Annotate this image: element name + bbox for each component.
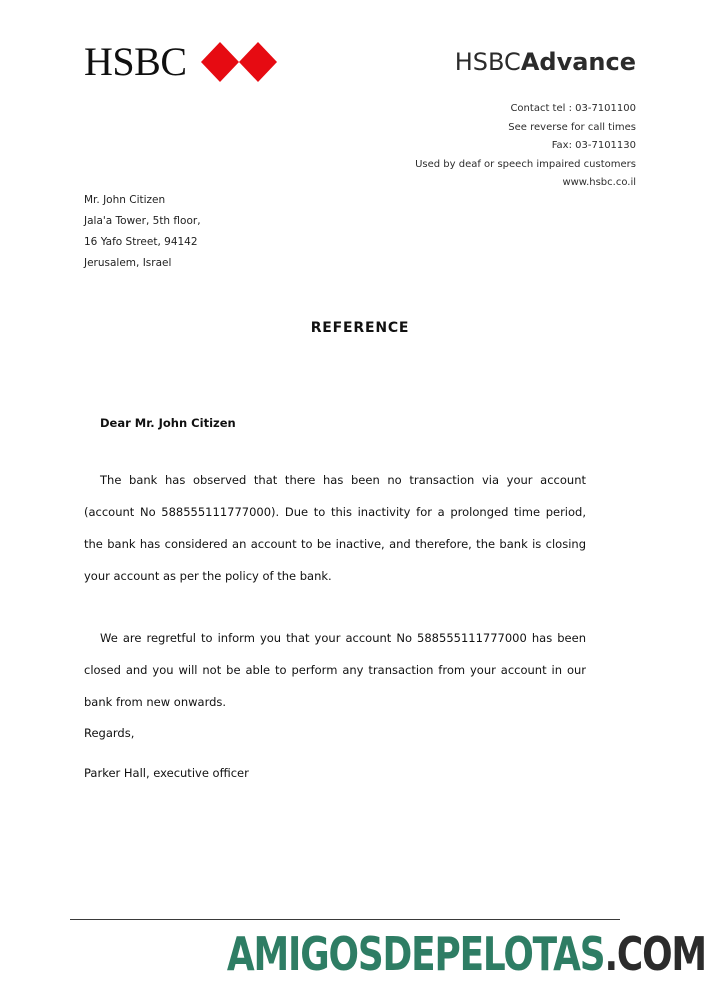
product-brand-prefix: HSBC — [454, 48, 521, 76]
product-brand-suffix: Advance — [520, 48, 636, 76]
closing-spacer — [84, 744, 586, 762]
letterhead-header — [0, 38, 720, 198]
contact-line-website[interactable]: www.hsbc.co.il — [562, 177, 636, 188]
contact-line-tel: Contact tel : 03-7101100 — [510, 103, 636, 114]
product-brand — [455, 48, 636, 76]
hsbc-hexagon-logo-icon — [201, 42, 277, 82]
hsbc-logo — [84, 39, 277, 84]
salutation: Dear Mr. John Citizen — [100, 416, 236, 430]
watermark-tld: .COM — [604, 927, 706, 981]
closing-salutation: Regards, — [84, 726, 135, 740]
letter-closing — [84, 722, 586, 784]
page-title: REFERENCE — [310, 320, 410, 336]
hsbc-wordmark: HSBC — [84, 39, 187, 84]
recipient-address-line-2: 16 Yafo Street, 94142 — [84, 236, 198, 248]
site-watermark — [158, 928, 720, 980]
footer-divider — [70, 919, 620, 920]
body-paragraph-2: We are regretful to inform you that your account No 588555111777000 has been closed and you will not be able to perform any transaction from your account in our bank from new onwards. — [84, 631, 586, 709]
recipient-address — [84, 190, 201, 274]
contact-line-call-times: See reverse for call times — [508, 121, 636, 133]
signatory: Parker Hall, executive officer — [84, 766, 249, 780]
contact-line-accessibility: Used by deaf or speech impaired customers — [415, 158, 636, 170]
watermark-name: AMIGOSDEPELOTAS — [226, 927, 605, 981]
letter-body — [84, 412, 586, 718]
body-paragraph-1: The bank has observed that there has been no transaction via your account (account No 588555111777000). Due to this inactivity for a prolonged time period, the bank has considered an account to be inactive, and therefore, the bank is closing your account as per the policy of the bank. — [84, 473, 586, 583]
recipient-name: Mr. John Citizen — [84, 194, 166, 206]
recipient-address-line-1: Jala'a Tower, 5th floor, — [84, 215, 201, 227]
contact-line-fax: Fax: 03-7101130 — [551, 140, 636, 151]
contact-details — [415, 100, 636, 193]
recipient-address-line-3: Jerusalem, Israel — [84, 257, 172, 269]
product-brand-text — [455, 48, 636, 76]
